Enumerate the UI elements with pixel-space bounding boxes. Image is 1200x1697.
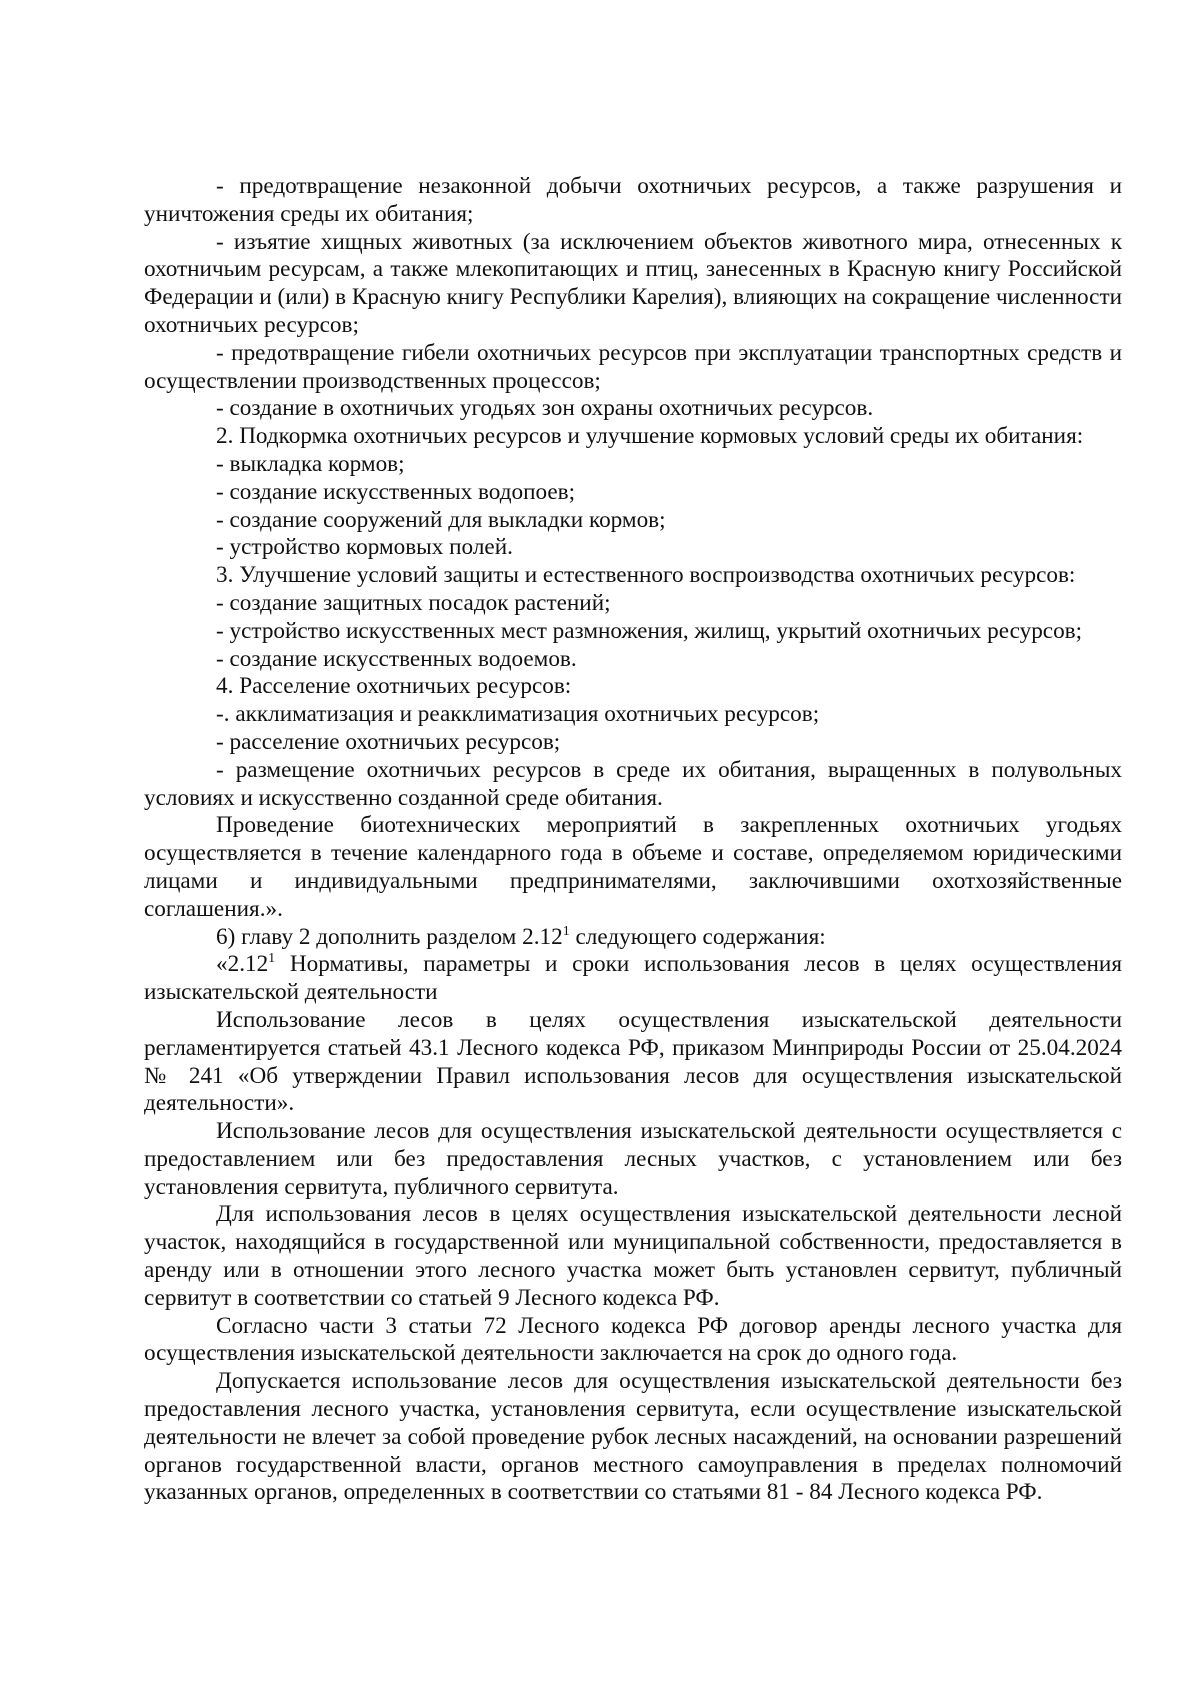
section-heading-title: Нормативы, параметры и сроки использования лесов в целях осуществления изыскательской деятельности: [144, 951, 1122, 1006]
paragraph: Для использования лесов в целях осуществления изыскательской деятельности лесной участок, находящийся в государственной или муниципальной собственности, предоставляется в аренду или в отношении этого лесного участка может быть установлен сервитут, публичный сервитут в соответствии со статьей 9 Лесного кодекса РФ.: [144, 1201, 1122, 1311]
paragraph: - предотвращение незаконной добычи охотничьих ресурсов, а также разрушения и уничтожения среды их обитания;: [144, 173, 1122, 227]
paragraph: - предотвращение гибели охотничьих ресурсов при эксплуатации транспортных средств и осуществлении производственных процессов;: [144, 339, 1122, 394]
paragraph: - устройство кормовых полей.: [216, 534, 513, 561]
paragraph: - изъятие хищных животных (за исключением объектов животного мира, отнесенных к охотничьим ресурсам, а также млекопитающих и птиц, занесенных в Красную книгу Российской Федерации и (или) в Красную книгу Республики Карелия), влияющих на сокращение численности охотничьих ресурсов;: [144, 228, 1122, 338]
paragraph: 4. Расселение охотничьих ресурсов:: [216, 673, 572, 700]
amendment-text: 6) главу 2 дополнить разделом 2.12: [216, 923, 563, 950]
paragraph: - создание в охотничьих угодьях зон охраны охотничьих ресурсов.: [216, 395, 874, 422]
paragraph: Использование лесов для осуществления изыскательской деятельности осуществляется с предоставлением или без предоставления лесных участков, с установлением или без установления сервитута, публичного сервитута.: [144, 1118, 1122, 1200]
superscript: 1: [268, 951, 276, 967]
paragraph: -. акклиматизация и реакклиматизация охотничьих ресурсов;: [216, 701, 820, 728]
paragraph: 2. Подкормка охотничьих ресурсов и улучшение кормовых условий среды их обитания:: [216, 423, 1084, 450]
paragraph: - размещение охотничьих ресурсов в среде их обитания, выращенных в полувольных условиях и искусственно созданной среде обитания.: [144, 756, 1122, 811]
paragraph: - создание искусственных водопоев;: [216, 478, 576, 505]
paragraph: 3. Улучшение условий защиты и естественного воспроизводства охотничьих ресурсов:: [216, 562, 1076, 589]
paragraph: - создание искусственных водоемов.: [216, 645, 577, 672]
superscript: 1: [562, 923, 570, 939]
paragraph: - создание защитных посадок растений;: [216, 589, 611, 616]
paragraph: - выкладка кормов;: [216, 450, 405, 477]
paragraph: - расселение охотничьих ресурсов;: [216, 728, 561, 755]
document-body: [144, 173, 1122, 1507]
paragraph: - создание сооружений для выкладки кормов;: [216, 506, 666, 533]
paragraph: Согласно части 3 статьи 72 Лесного кодекса РФ договор аренды лесного участка для осуществления изыскательской деятельности заключается на срок до одного года.: [144, 1312, 1122, 1367]
paragraph: - устройство искусственных мест размножения, жилищ, укрытий охотничьих ресурсов;: [216, 617, 1083, 644]
paragraph: Использование лесов в целях осуществления изыскательской деятельности регламентируется статьей 43.1 Лесного кодекса РФ, приказом Минприроды России от 25.04.2024 № 241 «Об утверждении Правил использования лесов для осуществления изыскательской деятельности».: [144, 1006, 1122, 1117]
amendment-paragraph: [144, 924, 1122, 952]
amendment-text: следующего содержания:: [569, 923, 826, 950]
section-heading-number: «2.12: [216, 951, 269, 978]
section-heading: [144, 951, 1122, 1007]
paragraph: Проведение биотехнических мероприятий в закрепленных охотничьих угодьях осуществляется в течение календарного года в объеме и составе, определяемом юридическими лицами и индивидуальными предпринимателями, заключившими охотхозяйственные соглашения.».: [144, 812, 1122, 922]
paragraph: Допускается использование лесов для осуществления изыскательской деятельности без предоставления лесного участка, установления сервитута, если осуществление изыскательской деятельности не влечет за собой проведение рубок лесных насаждений, на основании разрешений органов государственной власти, органов местного самоуправления в пределах полномочий указанных органов, определенных в соответствии со статьями 81 - 84 Лесного кодекса РФ.: [144, 1368, 1122, 1506]
